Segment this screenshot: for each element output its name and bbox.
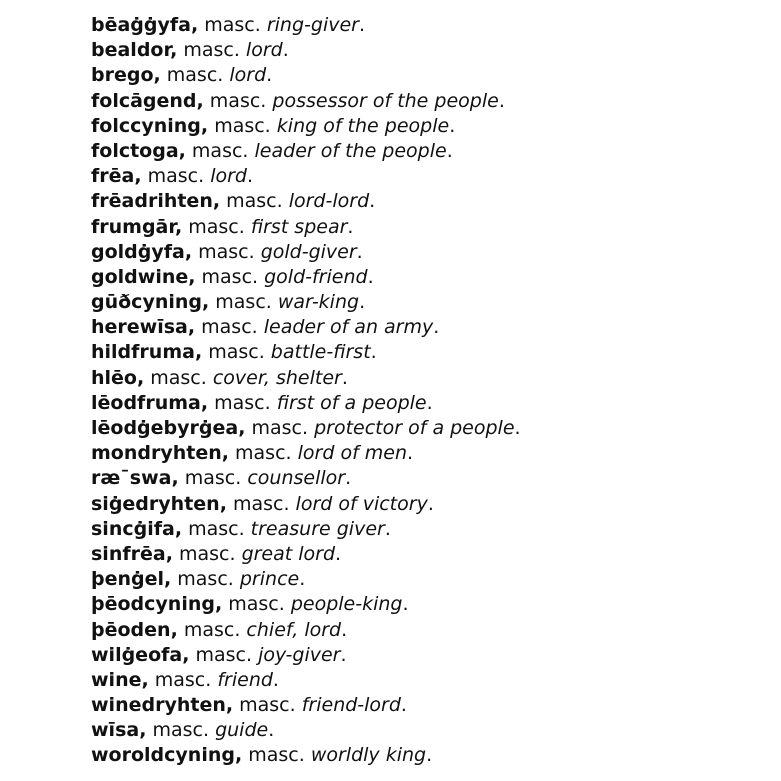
entry-meaning: people-king: [290, 593, 403, 616]
glossary-entry: [91, 416, 521, 441]
entry-gender: masc.: [150, 366, 207, 389]
entry-headword: bealdor: [91, 39, 171, 62]
entry-gender: masc.: [183, 39, 240, 62]
entry-gender: masc.: [183, 618, 241, 641]
glossary-entry: [91, 542, 521, 567]
entry-headword-comma: ,: [214, 593, 223, 616]
entry-headword: folccyning: [91, 114, 201, 137]
entry-gender: masc.: [177, 568, 234, 591]
entry-meaning: worldly king: [310, 744, 427, 767]
entry-period: .: [426, 744, 433, 767]
entry-headword: goldwine: [91, 265, 189, 288]
entry-period: .: [400, 694, 407, 717]
glossary-entry: [91, 718, 521, 743]
entry-headword: hildfruma: [91, 341, 195, 364]
entry-meaning: gold-giver: [260, 240, 357, 263]
entry-meaning: leader of an army: [263, 316, 434, 339]
entry-gender: masc.: [215, 291, 272, 314]
entry-headword: lēodfruma: [91, 391, 201, 414]
glossary-entry: [91, 89, 521, 114]
entry-headword: þēoden: [91, 618, 171, 641]
entry-period: .: [426, 391, 433, 414]
entry-gender: masc.: [188, 517, 245, 540]
entry-gender: masc.: [195, 643, 253, 666]
entry-meaning: king of the people: [276, 114, 450, 137]
entry-meaning: lord of men: [297, 442, 408, 465]
entry-headword: wine: [91, 668, 142, 691]
entry-period: .: [433, 316, 440, 339]
entry-period: .: [282, 39, 289, 62]
entry-headword-comma: ,: [188, 265, 196, 288]
entry-meaning: joy-giver: [258, 643, 341, 666]
entry-headword: wīsa: [91, 719, 140, 742]
entry-headword: siġedryhten: [91, 492, 220, 515]
entry-period: .: [514, 417, 521, 439]
glossary-entry: [91, 13, 521, 38]
entry-headword: frumgār: [91, 215, 175, 238]
entry-headword-comma: ,: [190, 14, 199, 36]
entry-gender: masc.: [232, 492, 290, 515]
entry-gender: masc.: [178, 542, 236, 565]
glossary-entry: [91, 592, 521, 617]
entry-headword: mondryhten: [91, 442, 222, 465]
entry-gender: masc.: [152, 719, 210, 742]
glossary-entry: [91, 366, 521, 391]
entry-period: .: [367, 265, 374, 288]
entry-headword-comma: ,: [202, 291, 210, 314]
entry-gender: masc.: [191, 139, 249, 162]
entry-period: .: [246, 165, 254, 188]
entry-headword: sinfrēa: [91, 542, 166, 565]
entry-headword-comma: ,: [219, 492, 227, 515]
entry-gender: masc.: [235, 442, 292, 465]
entry-meaning: great lord: [241, 542, 336, 565]
entry-period: .: [299, 568, 306, 591]
glossary-entry: [91, 693, 521, 718]
entry-meaning: lord-lord: [288, 190, 370, 213]
entry-gender: masc.: [209, 89, 267, 112]
entry-gender: masc.: [251, 417, 309, 439]
entry-headword: folctoga: [91, 139, 179, 162]
entry-headword-comma: ,: [171, 467, 179, 490]
entry-headword-comma: ,: [165, 542, 173, 565]
entry-headword-comma: ,: [174, 517, 183, 540]
entry-meaning: chief, lord: [246, 618, 342, 641]
entry-meaning: lord: [210, 165, 247, 188]
entry-period: .: [340, 643, 347, 666]
glossary-entry: [91, 668, 521, 693]
entry-gender: masc.: [248, 744, 305, 767]
entry-meaning: war-king: [277, 291, 360, 314]
entry-meaning: gold-friend: [264, 265, 368, 288]
entry-gender: masc.: [147, 165, 205, 188]
entry-meaning: first of a people: [276, 391, 427, 414]
glossary-entry: [91, 189, 521, 214]
entry-meaning: leader of the people: [254, 139, 447, 162]
entry-headword: hlēo: [91, 366, 137, 389]
entry-period: .: [498, 89, 505, 112]
entry-meaning: lord: [229, 64, 267, 87]
entry-headword: brego: [91, 64, 154, 87]
entry-headword-comma: ,: [234, 744, 243, 767]
entry-headword-comma: ,: [153, 64, 161, 87]
entry-headword: bēaġġyfa: [91, 14, 191, 36]
glossary-entry: [91, 441, 521, 466]
entry-period: .: [427, 492, 434, 515]
entry-gender: masc.: [154, 668, 212, 691]
entry-period: .: [358, 14, 366, 36]
entry-meaning: friend: [217, 668, 273, 691]
entry-headword: lēodġebyrġea: [91, 417, 239, 439]
entry-headword: goldġyfa: [91, 240, 185, 263]
entry-headword-comma: ,: [170, 618, 178, 641]
entry-meaning: possessor of the people: [272, 89, 499, 112]
glossary-entry: [91, 215, 521, 240]
entry-gender: masc.: [198, 240, 255, 263]
entry-period: .: [341, 366, 348, 389]
entry-headword-comma: ,: [164, 568, 172, 591]
entry-headword: frēadrihten: [91, 190, 213, 213]
entry-headword: folcāgend: [91, 89, 197, 112]
entry-gender: masc.: [204, 14, 261, 36]
entry-headword: winedryhten: [91, 694, 226, 717]
entry-meaning: protector of a people: [314, 417, 515, 439]
entry-period: .: [407, 442, 414, 465]
entry-headword-comma: ,: [134, 165, 142, 188]
entry-headword: wilġeofa: [91, 643, 183, 666]
glossary-entry: [91, 290, 521, 315]
entry-period: .: [402, 593, 409, 616]
entry-headword: frēa: [91, 165, 135, 188]
glossary-entry: [91, 743, 521, 768]
entry-headword-comma: ,: [212, 190, 221, 213]
glossary-entry: [91, 643, 521, 668]
entry-headword-comma: ,: [187, 316, 196, 339]
entry-gender: masc.: [228, 593, 285, 616]
entry-meaning: ring-giver: [266, 14, 359, 36]
entry-period: .: [268, 719, 275, 742]
entry-headword-comma: ,: [196, 89, 204, 112]
entry-period: .: [341, 618, 348, 641]
glossary-entry: [91, 164, 521, 189]
entry-headword: þenġel: [91, 568, 165, 591]
entry-period: .: [335, 542, 342, 565]
entry-gender: masc.: [184, 467, 242, 490]
entry-gender: masc.: [214, 391, 271, 414]
entry-headword: gūðcyning: [91, 291, 202, 314]
entry-period: .: [384, 517, 391, 540]
glossary-list: [91, 13, 521, 769]
entry-gender: masc.: [201, 265, 259, 288]
entry-meaning: first spear: [250, 215, 348, 238]
entry-meaning: guide: [215, 719, 269, 742]
entry-headword: herewīsa: [91, 316, 188, 339]
entry-headword-comma: ,: [238, 417, 246, 439]
entry-meaning: counsellor: [247, 467, 346, 490]
entry-period: .: [449, 114, 456, 137]
entry-headword: þēodcyning: [91, 593, 215, 616]
entry-gender: masc.: [214, 114, 271, 137]
entry-gender: masc.: [166, 64, 224, 87]
entry-headword-comma: ,: [200, 114, 209, 137]
entry-headword-comma: ,: [221, 442, 229, 465]
entry-period: .: [272, 668, 279, 691]
entry-gender: masc.: [201, 316, 258, 339]
entry-meaning: friend-lord: [301, 694, 401, 717]
glossary-entry: [91, 466, 521, 491]
entry-headword-comma: ,: [194, 341, 203, 364]
glossary-entry: [91, 340, 521, 365]
entry-headword-comma: ,: [136, 366, 145, 389]
entry-period: .: [370, 341, 377, 364]
entry-gender: masc.: [188, 215, 245, 238]
entry-headword-comma: ,: [182, 643, 190, 666]
glossary-entry: [91, 492, 521, 517]
glossary-entry: [91, 517, 521, 542]
entry-meaning: lord of victory: [295, 492, 428, 515]
entry-period: .: [356, 240, 363, 263]
entry-headword-comma: ,: [184, 240, 193, 263]
entry-headword-comma: ,: [141, 668, 149, 691]
entry-gender: masc.: [226, 190, 283, 213]
entry-meaning: lord: [245, 39, 283, 62]
glossary-entry: [91, 114, 521, 139]
glossary-entry: [91, 240, 521, 265]
entry-period: .: [359, 291, 366, 314]
glossary-entry: [91, 139, 521, 164]
entry-period: .: [266, 64, 273, 87]
entry-headword: woroldcyning: [91, 744, 235, 767]
glossary-entry: [91, 567, 521, 592]
entry-headword-comma: ,: [139, 719, 147, 742]
entry-headword: sincġifa: [91, 517, 175, 540]
entry-gender: masc.: [239, 694, 296, 717]
entry-period: .: [446, 139, 453, 162]
glossary-entry: [91, 38, 521, 63]
entry-headword-comma: ,: [225, 694, 234, 717]
entry-period: .: [369, 190, 376, 213]
entry-meaning: cover, shelter: [212, 366, 342, 389]
entry-headword-comma: ,: [200, 391, 209, 414]
entry-gender: masc.: [208, 341, 265, 364]
entry-period: .: [345, 467, 352, 490]
glossary-entry: [91, 391, 521, 416]
entry-headword-comma: ,: [178, 139, 186, 162]
glossary-entry: [91, 315, 521, 340]
glossary-entry: [91, 618, 521, 643]
entry-meaning: battle-first: [270, 341, 371, 364]
glossary-entry: [91, 63, 521, 88]
entry-period: .: [347, 215, 354, 238]
entry-meaning: treasure giver: [250, 517, 385, 540]
entry-headword-comma: ,: [174, 215, 183, 238]
entry-headword-comma: ,: [170, 39, 178, 62]
entry-meaning: prince: [239, 568, 300, 591]
entry-headword: ræ¯swa: [91, 467, 172, 490]
glossary-entry: [91, 265, 521, 290]
